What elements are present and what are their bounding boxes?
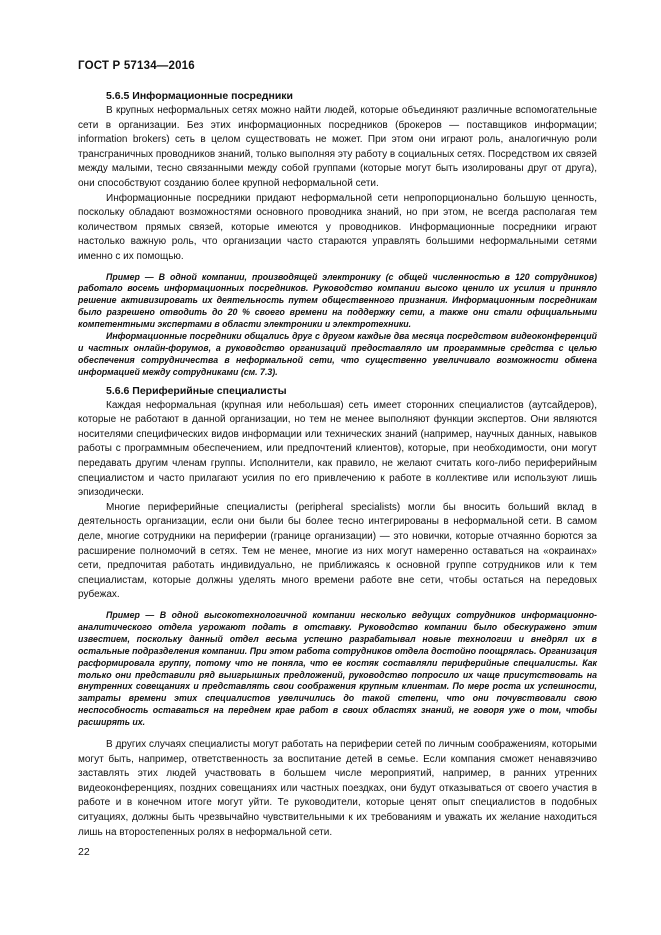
document-body: [78, 89, 597, 840]
page-number: 22: [78, 846, 90, 858]
paragraph: Многие периферийные специалисты (peripheral specialists) могли бы вносить больший вклад в деятельность организации, если они были бы более тесно интегрированы в неформальной сети. В самом деле, многие сотрудники на периферии (границе организации) — это новички, которые отчаянно борются за расширение полномочий в сетях. Тем не менее, многие из них могут намеренно оставаться на «окраинах» сети, предпочитая работать индивидуально, не приближаясь к основной группе сотрудников или к тем специалистам, которые должны уделять много времени работе вне сети, чтобы остаться на передовых рубежах.: [78, 501, 597, 601]
document-header: ГОСТ Р 57134—2016: [78, 60, 195, 72]
section-heading-informational-brokers: 5.6.5 Информационные посредники: [106, 90, 293, 102]
paragraph: В других случаях специалисты могут работать на периферии сетей по личным соображениям, которыми могут быть, например, ответственность за воспитание детей в семье. Если компания сможет ненавязчиво заставлять этих людей участвовать в большем числе мероприятий, например, в ранних утренних видеоконференциях, поздних совещаниях или частных поездках, они будут отказываться от своего участия в работе и в конечном итоге могут уйти. Те руководители, которые ценят опыт специалистов в подобных ситуациях, должны быть чрезвычайно чувствительными к их требованиям и уважать их желание находиться лишь на второстепенных ролях в неформальной сети.: [78, 739, 597, 838]
example-block: Пример — В одной компании, производящей электронику (с общей численностью в 120 сотрудников) работало восемь информационных посредников. Руководство компании высоко ценило их усилия и приняло решение активизировать их деятельность путем общественного признания. Информационным посредникам было разрешено отводить до 20 % своего времени на поддержку сети, а также они стали официальными компетентными экспертами в области электроники и электротехники.: [78, 271, 597, 330]
example-block: Информационные посредники общались друг с другом каждые два месяца посредством видеоконференций и частных онлайн-форумов, а руководство организаций предоставляло им программные средства с целью обеспечения сотрудничества в неформальной сети, что существенно увеличивало возможности обмена информацией между сотрудниками (см. 7.3).: [78, 331, 597, 377]
section-heading-peripheral-specialists: 5.6.6 Периферийные специалисты: [106, 384, 287, 397]
paragraph: Информационные посредники придают неформальной сети непропорционально большую ценность, поскольку обладают возможностями основного проводника знаний, но при этом, не всегда располагая тем количеством прямых связей, которые имеются у проводников. Информационные посредники играют настолько важную роль, что организации часто стараются управлять большими неформальными сетями именно с их помощью.: [78, 192, 597, 262]
example-block: Пример — В одной высокотехнологичной компании несколько ведущих сотрудников информационно-аналитического отдела угрожают подать в отставку. Руководство компании было обескуражено этим известием, поскольку данный отдел весьма успешно разрабатывал новые технологии и внедрял их в остальные подразделения компании. При этом работа сотрудников отдела достойно поощрялась. Организация расформировала группу, потому что не поняла, что ее костяк составляли периферийные специалисты. Как только они представили ряд выигрышных предложений, руководство попросило их чаще присутствовать на внутренних совещаниях и представлять свои соображения крупным клиентам. По мере роста их успешности, затраты времени этих специалистов увеличились до такой степени, что они почувствовали свою неспособность оставаться на переднем крае работ в своих областях знаний, не говоря уже о том, чтобы расширять их.: [78, 610, 597, 728]
paragraph: Каждая неформальная (крупная или небольшая) сеть имеет сторонних специалистов (аутсайдеров), которые не работают в данной организации, но тем не менее выполняют функции экспертов. Они являются носителями специфических видов информации или технических знаний (например, научных данных, навыков работы с программным обеспечением, или предпочтений клиентов), которые, при необходимости, они могут передавать другим членам группы. Исполнители, как правило, не желают считать кого-либо периферийным специалистом и часто прилагают усилия по его привлечению к работе в коллективе или используют лишь эпизодически.: [78, 399, 597, 499]
paragraph: В крупных неформальных сетях можно найти людей, которые объединяют различные вспомогательные сети в организации. Без этих информационных посредников (брокеров — поставщиков информации; information brokers) сеть в целом существовать не может. При этом они играют роль, аналогичную роли трансграничных проводников знаний, только выполняя эту работу в социальных сетях. Посредством их связей между малыми, тесно связанными между собой группами (которые могут быть изолированы друг от друга), они способствуют созданию более крупной неформальной сети.: [78, 105, 597, 189]
